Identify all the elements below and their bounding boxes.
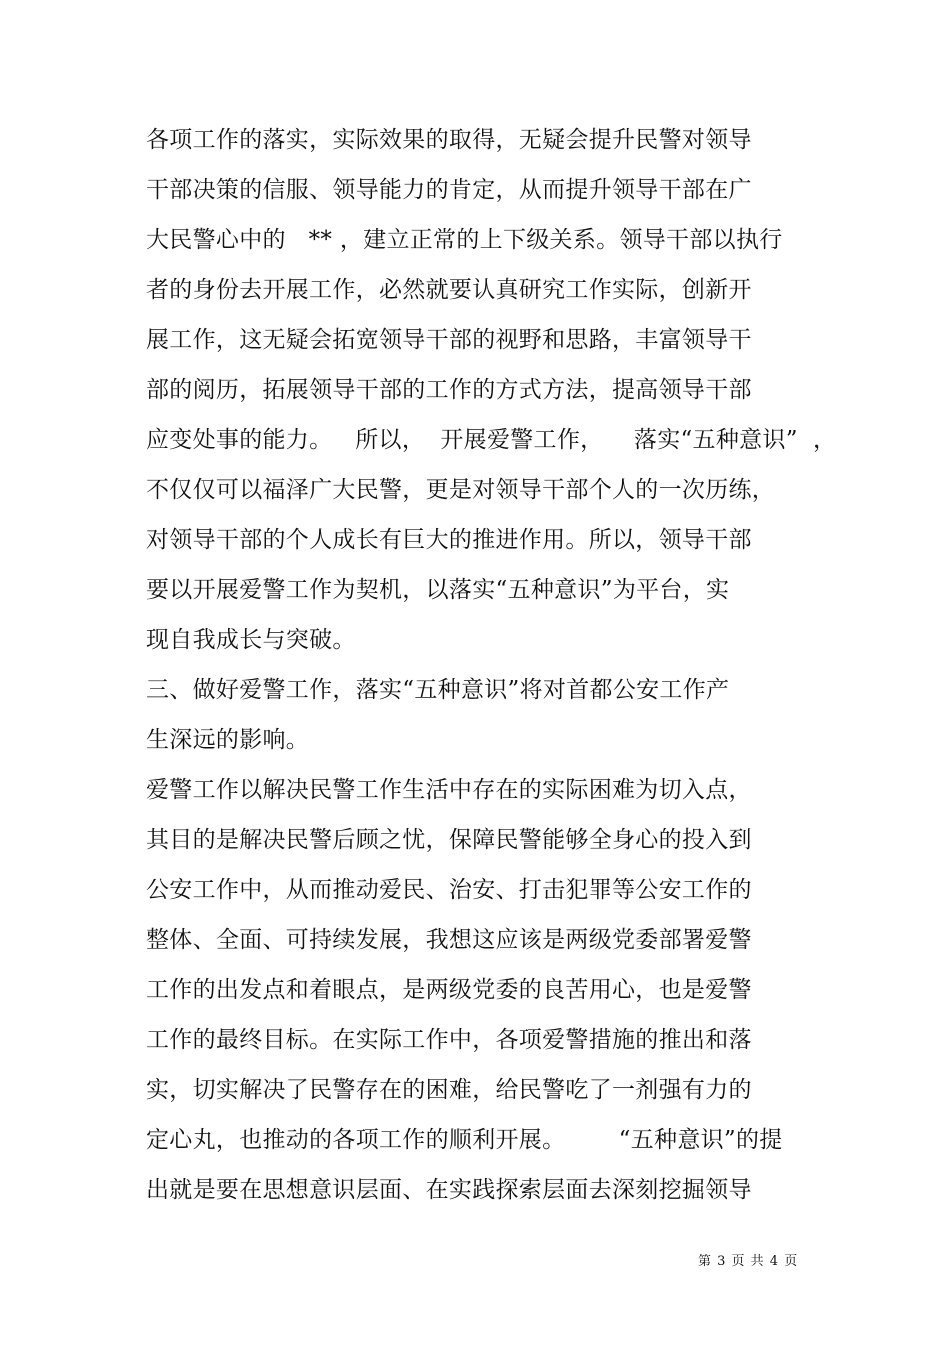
text-line: 要以开展爱警工作为契机，以落实“五种意识”为平台，实 xyxy=(146,577,730,603)
text-line: 整体、全面、可持续发展，我想这应该是两级党委部署爱警 xyxy=(146,927,752,953)
section-heading: 三、做好爱警工作，落实“五种意识”将对首都公安工作产 xyxy=(146,677,730,703)
text-line: 对领导干部的个人成长有巨大的推进作用。所以，领导干部 xyxy=(146,527,752,553)
text-line: 各项工作的落实，实际效果的取得，无疑会提升民警对领导 xyxy=(146,127,752,153)
text-line: 公安工作中，从而推动爱民、治安、打击犯罪等公安工作的 xyxy=(146,877,752,903)
text-line: 大民警心中的 ** ，建立正常的上下级关系。领导干部以执行 xyxy=(146,227,783,253)
text-line: 干部决策的信服、领导能力的肯定，从而提升领导干部在广 xyxy=(146,177,752,203)
text-line: 定心丸，也推动的各项工作的顺利开展。 “五种意识”的提 xyxy=(146,1127,783,1153)
text-line: 工作的出发点和着眼点，是两级党委的良苦用心，也是爱警 xyxy=(146,977,752,1003)
text-line: 不仅仅可以福泽广大民警，更是对领导干部个人的一次历练， xyxy=(146,477,776,503)
text-line: 现自我成长与突破。 xyxy=(146,627,356,653)
text-line: 爱警工作以解决民警工作生活中存在的实际困难为切入点， xyxy=(146,777,752,803)
text-line: 者的身份去开展工作，必然就要认真研究工作实际，创新开 xyxy=(146,277,752,303)
text-line: 工作的最终目标。在实际工作中，各项爱警措施的推出和落 xyxy=(146,1027,752,1053)
text-line: 实，切实解决了民警存在的困难，给民警吃了一剂强有力的 xyxy=(146,1077,752,1103)
text-line: 部的阅历，拓展领导干部的工作的方式方法，提高领导干部 xyxy=(146,377,752,403)
text-line: 展工作，这无疑会拓宽领导干部的视野和思路，丰富领导干 xyxy=(146,327,752,353)
text-line: 应变处事的能力。 所以， 开展爱警工作， 落实“五种意识” ， xyxy=(146,427,837,453)
section-heading: 生深远的影响。 xyxy=(146,727,310,753)
page-number: 第 3 页 共 4 页 xyxy=(698,1254,799,1269)
text-line: 其目的是解决民警后顾之忧，保障民警能够全身心的投入到 xyxy=(146,827,752,853)
text-line: 出就是要在思想意识层面、在实践探索层面去深刻挖掘领导 xyxy=(146,1177,752,1203)
